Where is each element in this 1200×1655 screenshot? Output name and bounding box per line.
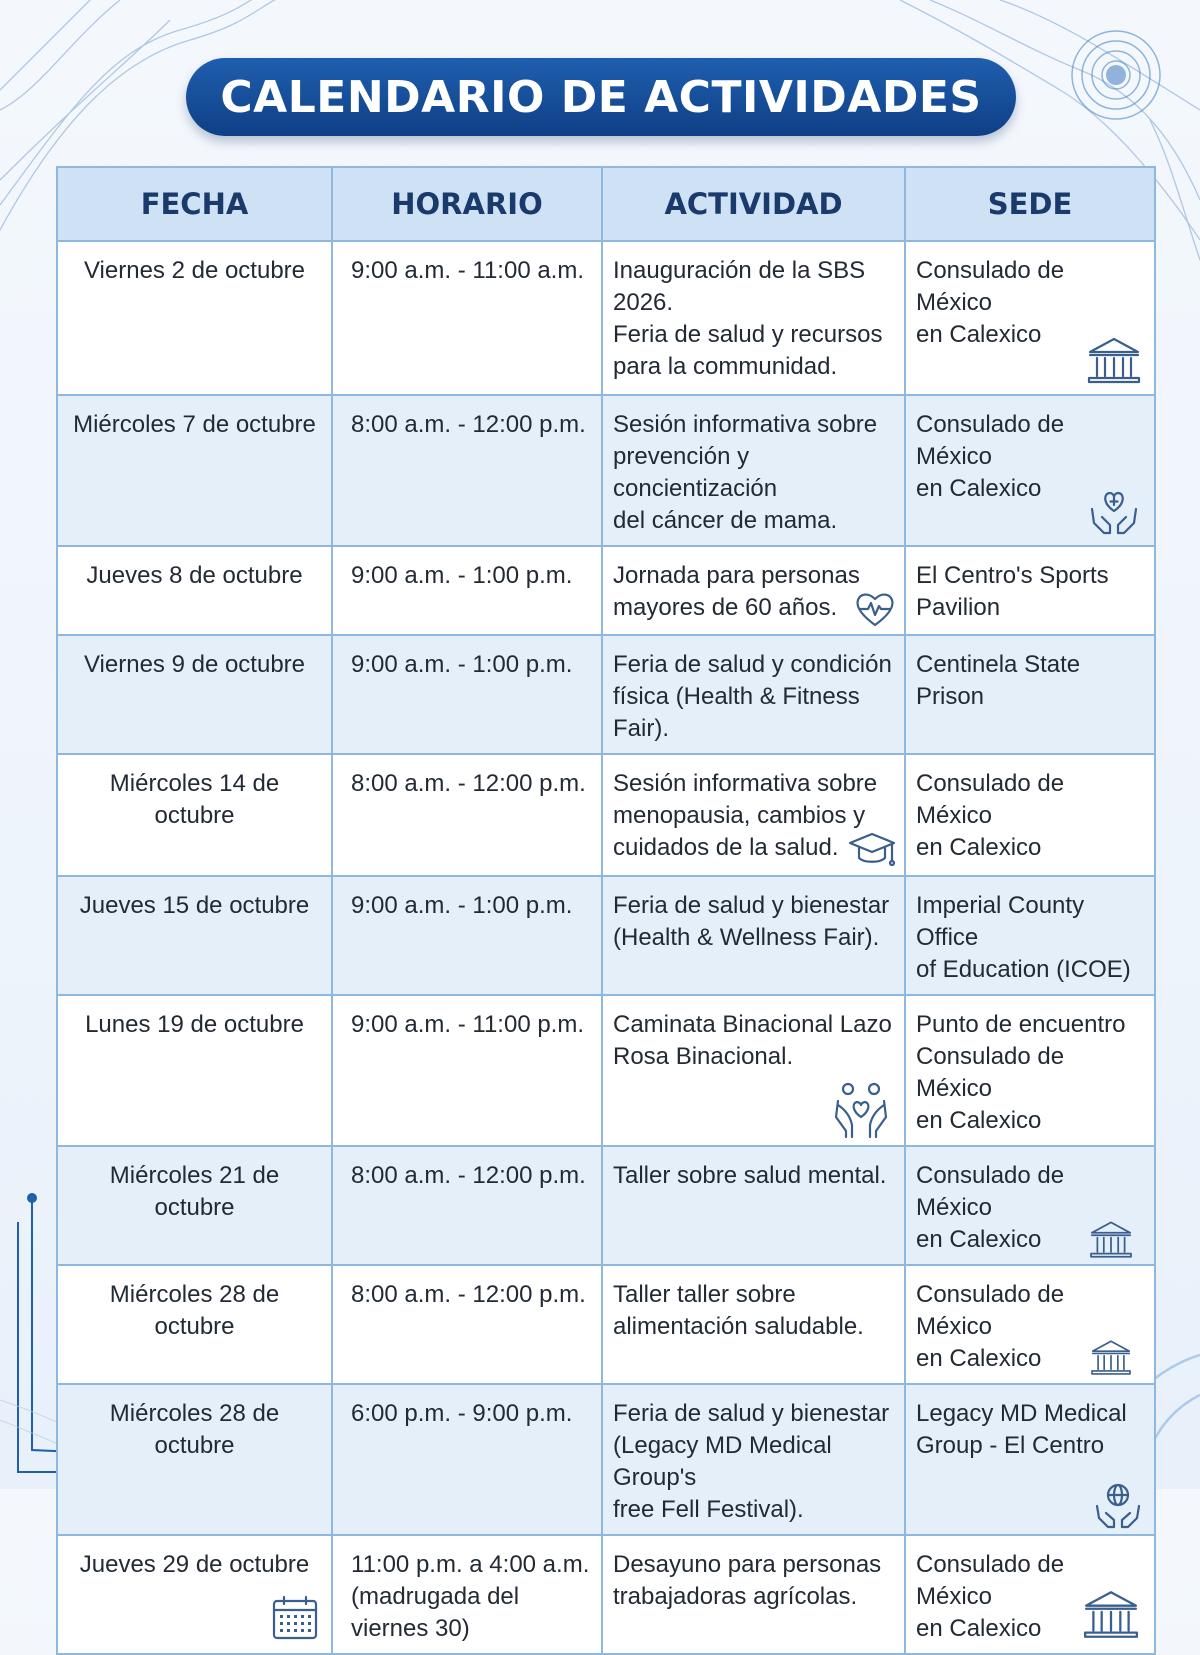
fecha-text: Viernes 9 de octubre [83, 651, 306, 678]
header-sede: SEDE [905, 167, 1155, 241]
sede-text: Consulado de México en Calexico [916, 1281, 1065, 1372]
table-row [57, 635, 1155, 754]
cell-actividad [602, 241, 905, 395]
actividad-text: Taller sobre salud mental. [613, 1162, 887, 1189]
cell-horario [332, 995, 602, 1146]
table-row [57, 1384, 1155, 1535]
cell-horario [332, 1535, 602, 1654]
cell-actividad [602, 1265, 905, 1384]
cell-horario [332, 876, 602, 995]
table-row [57, 995, 1155, 1146]
cell-sede [905, 995, 1155, 1146]
calendar-icon [271, 1595, 319, 1641]
cell-fecha [57, 1535, 332, 1654]
cell-sede [905, 1265, 1155, 1384]
sede-text: Consulado de México en Calexico [916, 1551, 1065, 1642]
horario-text: 6:00 p.m. - 9:00 p.m. [351, 1400, 573, 1427]
cell-fecha [57, 1384, 332, 1535]
actividad-text: Feria de salud y bienestar (Health & Wellness Fair). [613, 892, 890, 951]
cell-fecha [57, 995, 332, 1146]
building-icon [1088, 1339, 1134, 1377]
cell-actividad [602, 876, 905, 995]
horario-text: 9:00 a.m. - 1:00 p.m. [351, 562, 573, 589]
cell-sede [905, 876, 1155, 995]
cell-fecha [57, 1146, 332, 1265]
header-fecha: FECHA [57, 167, 332, 241]
horario-text: 9:00 a.m. - 11:00 a.m. [351, 257, 585, 284]
cell-sede [905, 635, 1155, 754]
sede-text: Imperial County Office of Education (ICOE) [916, 892, 1131, 983]
cell-horario [332, 395, 602, 546]
fecha-text: Jueves 29 de octubre [79, 1551, 310, 1578]
actividad-text: Inauguración de la SBS 2026. Feria de salud y recursos para la communidad. [613, 257, 883, 380]
fecha-text: Miércoles 14 de octubre [109, 770, 280, 829]
actividad-text: Sesión informativa sobre prevención y concientización del cáncer de mama. [613, 411, 878, 534]
cell-actividad [602, 395, 905, 546]
horario-text: 8:00 a.m. - 12:00 p.m. [351, 411, 586, 438]
table-row [57, 395, 1155, 546]
cell-actividad [602, 635, 905, 754]
hands-heart-icon [1088, 487, 1140, 537]
building-icon [1086, 336, 1142, 386]
activities-table [56, 166, 1156, 1655]
actividad-text: Feria de salud y condición física (Health & Fitness Fair). [613, 651, 892, 742]
heartbeat-icon [854, 590, 896, 628]
cell-sede [905, 754, 1155, 876]
fecha-text: Miércoles 28 de octubre [109, 1400, 280, 1459]
sede-text: Consulado de México en Calexico [916, 1162, 1065, 1253]
horario-text: 8:00 a.m. - 12:00 p.m. [351, 1281, 586, 1308]
cell-fecha [57, 754, 332, 876]
actividad-text: Sesión informativa sobre menopausia, cambios y cuidados de la salud. [613, 770, 878, 861]
table-row [57, 1265, 1155, 1384]
header-horario: HORARIO [332, 167, 602, 241]
actividad-text: Desayuno para personas trabajadoras agrícolas. [613, 1551, 882, 1610]
fecha-text: Viernes 2 de octubre [83, 257, 306, 284]
cell-horario [332, 1384, 602, 1535]
horario-text: 9:00 a.m. - 1:00 p.m. [351, 651, 573, 678]
cell-actividad [602, 754, 905, 876]
header-actividad: ACTIVIDAD [602, 167, 905, 241]
table-header-row [57, 167, 1155, 241]
cell-fecha [57, 635, 332, 754]
actividad-text: Feria de salud y bienestar (Legacy MD Medical Group's free Fell Festival). [613, 1400, 890, 1523]
horario-text: 8:00 a.m. - 12:00 p.m. [351, 770, 586, 797]
table-body [57, 241, 1155, 1654]
sede-text: Punto de encuentro Consulado de México en Calexico [916, 1011, 1126, 1134]
sede-text: El Centro's Sports Pavilion [916, 562, 1109, 621]
fecha-text: Miércoles 28 de octubre [109, 1281, 280, 1340]
page-title: CALENDARIO DE ACTIVIDADES [220, 71, 982, 123]
table-row [57, 241, 1155, 395]
cell-actividad [602, 1384, 905, 1535]
fecha-text: Jueves 15 de octubre [79, 892, 310, 919]
sede-text: Legacy MD Medical Group - El Centro [916, 1400, 1127, 1459]
actividad-text: Taller taller sobre alimentación saludable. [613, 1281, 864, 1340]
sede-text: Consulado de México en Calexico [916, 257, 1065, 348]
actividad-text: Jornada para personas mayores de 60 años. [613, 562, 860, 621]
fecha-text: Lunes 19 de octubre [85, 1011, 304, 1038]
building-icon [1082, 1589, 1140, 1641]
cell-sede [905, 241, 1155, 395]
cell-fecha [57, 876, 332, 995]
cell-horario [332, 1265, 602, 1384]
horario-text: 11:00 p.m. a 4:00 a.m. (madrugada del viernes 30) [351, 1551, 590, 1642]
cell-horario [332, 546, 602, 635]
cell-sede [905, 546, 1155, 635]
cell-actividad [602, 995, 905, 1146]
sede-text: Consulado de México en Calexico [916, 411, 1065, 502]
fecha-text: Jueves 8 de octubre [86, 562, 303, 589]
cell-horario [332, 635, 602, 754]
cell-fecha [57, 546, 332, 635]
cell-fecha [57, 395, 332, 546]
horario-text: 9:00 a.m. - 11:00 p.m. [351, 1011, 585, 1038]
sede-text: Centinela State Prison [916, 651, 1081, 710]
table-row [57, 1146, 1155, 1265]
table-row [57, 754, 1155, 876]
cell-horario [332, 754, 602, 876]
actividad-text: Caminata Binacional Lazo Rosa Binacional. [613, 1011, 892, 1070]
horario-text: 9:00 a.m. - 1:00 p.m. [351, 892, 573, 919]
table-row [57, 1535, 1155, 1654]
cell-sede [905, 1146, 1155, 1265]
cell-sede [905, 1384, 1155, 1535]
cell-actividad [602, 546, 905, 635]
table-row [57, 876, 1155, 995]
cell-horario [332, 241, 602, 395]
fecha-text: Miércoles 7 de octubre [73, 411, 316, 438]
building-icon [1088, 1220, 1134, 1260]
table-row [57, 546, 1155, 635]
cell-fecha [57, 1265, 332, 1384]
people-heart-icon [830, 1081, 892, 1139]
cell-sede [905, 395, 1155, 546]
cell-fecha [57, 241, 332, 395]
cell-horario [332, 1146, 602, 1265]
fecha-text: Miércoles 21 de octubre [109, 1162, 280, 1221]
hands-globe-icon [1094, 1482, 1142, 1530]
horario-text: 8:00 a.m. - 12:00 p.m. [351, 1162, 586, 1189]
graduation-cap-icon [848, 829, 896, 871]
cell-actividad [602, 1146, 905, 1265]
title-banner [186, 58, 1016, 136]
cell-actividad [602, 1535, 905, 1654]
sede-text: Consulado de México en Calexico [916, 770, 1065, 861]
cell-sede [905, 1535, 1155, 1654]
